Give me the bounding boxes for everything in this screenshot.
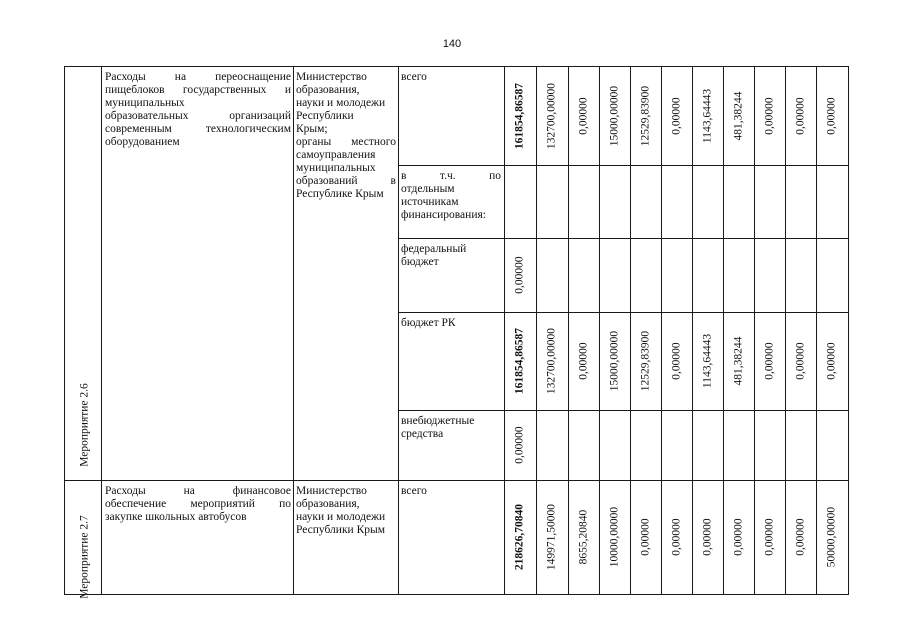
table-rule [816,312,817,410]
table-rule [599,410,600,480]
table-rule [568,165,569,238]
table-rule [536,66,537,165]
year-value: 132700,00000 [545,327,558,395]
total-value: 0,00000 [513,426,526,464]
source-label: федеральный [401,243,467,255]
table-rule [568,312,569,410]
table-rule [723,66,724,165]
source-label: в т.ч. по [401,170,501,182]
total-value: 0,00000 [513,256,526,294]
table-rule [630,66,631,165]
executor-line: Министерство [296,485,367,497]
table-rule [568,410,569,480]
executor-line: науки и молодежи [296,511,386,523]
table-rule [504,480,505,594]
description-line: Расходы на финансовое [105,485,291,497]
year-value: 0,00000 [670,342,682,380]
table-rule [536,312,537,410]
description-line: закупке школьных автобусов [105,511,247,523]
total-value: 161854,86587 [513,327,526,395]
table-rule [785,480,786,594]
year-value: 8655,20840 [577,509,589,565]
table-rule [630,238,631,312]
table-rule [754,238,755,312]
table-rule [64,480,848,481]
table-rule [661,480,662,594]
year-value: 0,00000 [763,96,775,135]
table-rule [692,238,693,312]
table-rule [64,66,65,594]
year-value: 0,00000 [577,96,589,135]
table-rule [692,66,693,165]
description-line: пищеблоков государственных и [105,84,291,96]
year-value: 0,00000 [639,518,651,556]
table-rule [599,238,600,312]
table-rule [630,165,631,238]
year-value: 481,38244 [732,91,744,140]
table-rule [723,480,724,594]
table-rule [723,312,724,410]
table-rule [630,480,631,594]
executor-line: Республики [296,110,354,122]
table-rule [848,66,849,594]
table-rule [504,312,505,410]
table-rule [599,312,600,410]
table-rule [398,165,848,166]
year-value: 0,00000 [825,96,838,135]
year-value: 481,38244 [732,336,744,386]
table-rule [785,312,786,410]
year-value: 0,00000 [763,518,775,556]
description-line: обеспечение мероприятий по [105,498,291,510]
table-rule [816,480,817,594]
executor-line: Крым; [296,123,328,135]
description-line: образовательных организаций [105,110,291,122]
table-rule [816,238,817,312]
table-rule [816,165,817,238]
table-rule [536,238,537,312]
table-rule [64,66,848,67]
total-value: 161854,86587 [513,82,526,149]
source-label: всего [401,485,427,497]
table-rule [661,238,662,312]
executor-line: Республики Крым [296,524,385,536]
year-value: 0,00000 [577,342,589,380]
table-rule [599,480,600,594]
table-rule [661,66,662,165]
source-label: всего [401,71,427,83]
executor-line: органы местного [296,136,396,148]
year-value: 0,00000 [763,342,775,380]
table-rule [398,66,399,594]
table-rule [754,410,755,480]
year-value: 0,00000 [825,342,838,380]
year-value: 0,00000 [670,96,682,135]
year-value: 50000,00000 [825,506,838,568]
table-rule [661,410,662,480]
table-rule [630,410,631,480]
source-label: бюджет [401,256,439,268]
year-value: 15000,00000 [608,85,620,146]
executor-line: науки и молодежи [296,97,386,109]
table-rule [723,165,724,238]
year-value: 132700,00000 [545,82,558,149]
year-value: 1143,64443 [701,333,713,389]
year-value: 0,00000 [732,518,744,556]
executor-line: самоуправления [296,149,376,161]
table-rule [504,238,505,312]
year-value: 0,00000 [794,342,806,380]
year-value: 15000,00000 [608,330,620,392]
source-label: внебюджетные [401,415,475,427]
year-value: 10000,00000 [608,506,620,568]
table-rule [816,410,817,480]
year-value: 1143,64443 [701,88,713,143]
table-rule [661,165,662,238]
year-value: 0,00000 [794,96,806,135]
table-rule [568,480,569,594]
source-label: средства [401,428,444,440]
year-value: 12529,83900 [639,85,651,146]
table-rule [630,312,631,410]
description-line: оборудованием [105,136,180,148]
executor-line: образования, [296,498,360,510]
table-rule [536,410,537,480]
measure-label: Мероприятие 2.6 [78,383,90,467]
year-value: 0,00000 [794,518,806,556]
table-rule [536,480,537,594]
table-rule [692,312,693,410]
description-line: Расходы на переоснащение [105,71,291,83]
table-rule [785,410,786,480]
total-value: 218626,70840 [513,503,526,571]
table-rule [692,480,693,594]
executor-line: Министерство [296,71,367,83]
executor-line: Республике Крым [296,188,384,200]
year-value: 0,00000 [701,518,713,556]
description-line: современным технологическим [105,123,291,135]
source-label: источникам [401,196,459,208]
table-rule [568,66,569,165]
table-rule [661,312,662,410]
executor-line: образований в [296,175,396,187]
executor-line: муниципальных [296,162,376,174]
table-rule [754,66,755,165]
table-rule [754,480,755,594]
table-rule [692,410,693,480]
page-number: 140 [442,38,462,50]
table-rule [723,238,724,312]
table-rule [785,165,786,238]
table-rule [101,66,102,594]
measure-label: Мероприятие 2.7 [78,515,90,599]
table-rule [568,238,569,312]
table-rule [785,238,786,312]
table-rule [398,238,848,239]
table-rule [754,165,755,238]
year-value: 149971,50000 [545,503,558,571]
table-rule [64,594,849,595]
table-rule [504,410,505,480]
executor-line: образования, [296,84,360,96]
table-rule [599,165,600,238]
table-rule [536,165,537,238]
table-rule [754,312,755,410]
table-rule [398,312,848,313]
table-rule [692,165,693,238]
source-label: отдельным [401,183,455,195]
table-rule [816,66,817,165]
table-rule [504,66,505,165]
table-rule [398,410,848,411]
year-value: 0,00000 [670,518,682,556]
table-rule [599,66,600,165]
table-rule [723,410,724,480]
source-label: финансирования: [401,209,486,221]
table-rule [785,66,786,165]
source-label: бюджет РК [401,317,456,329]
year-value: 12529,83900 [639,330,651,392]
description-line: муниципальных [105,97,185,109]
table-rule [504,165,505,238]
table-rule [293,66,294,594]
